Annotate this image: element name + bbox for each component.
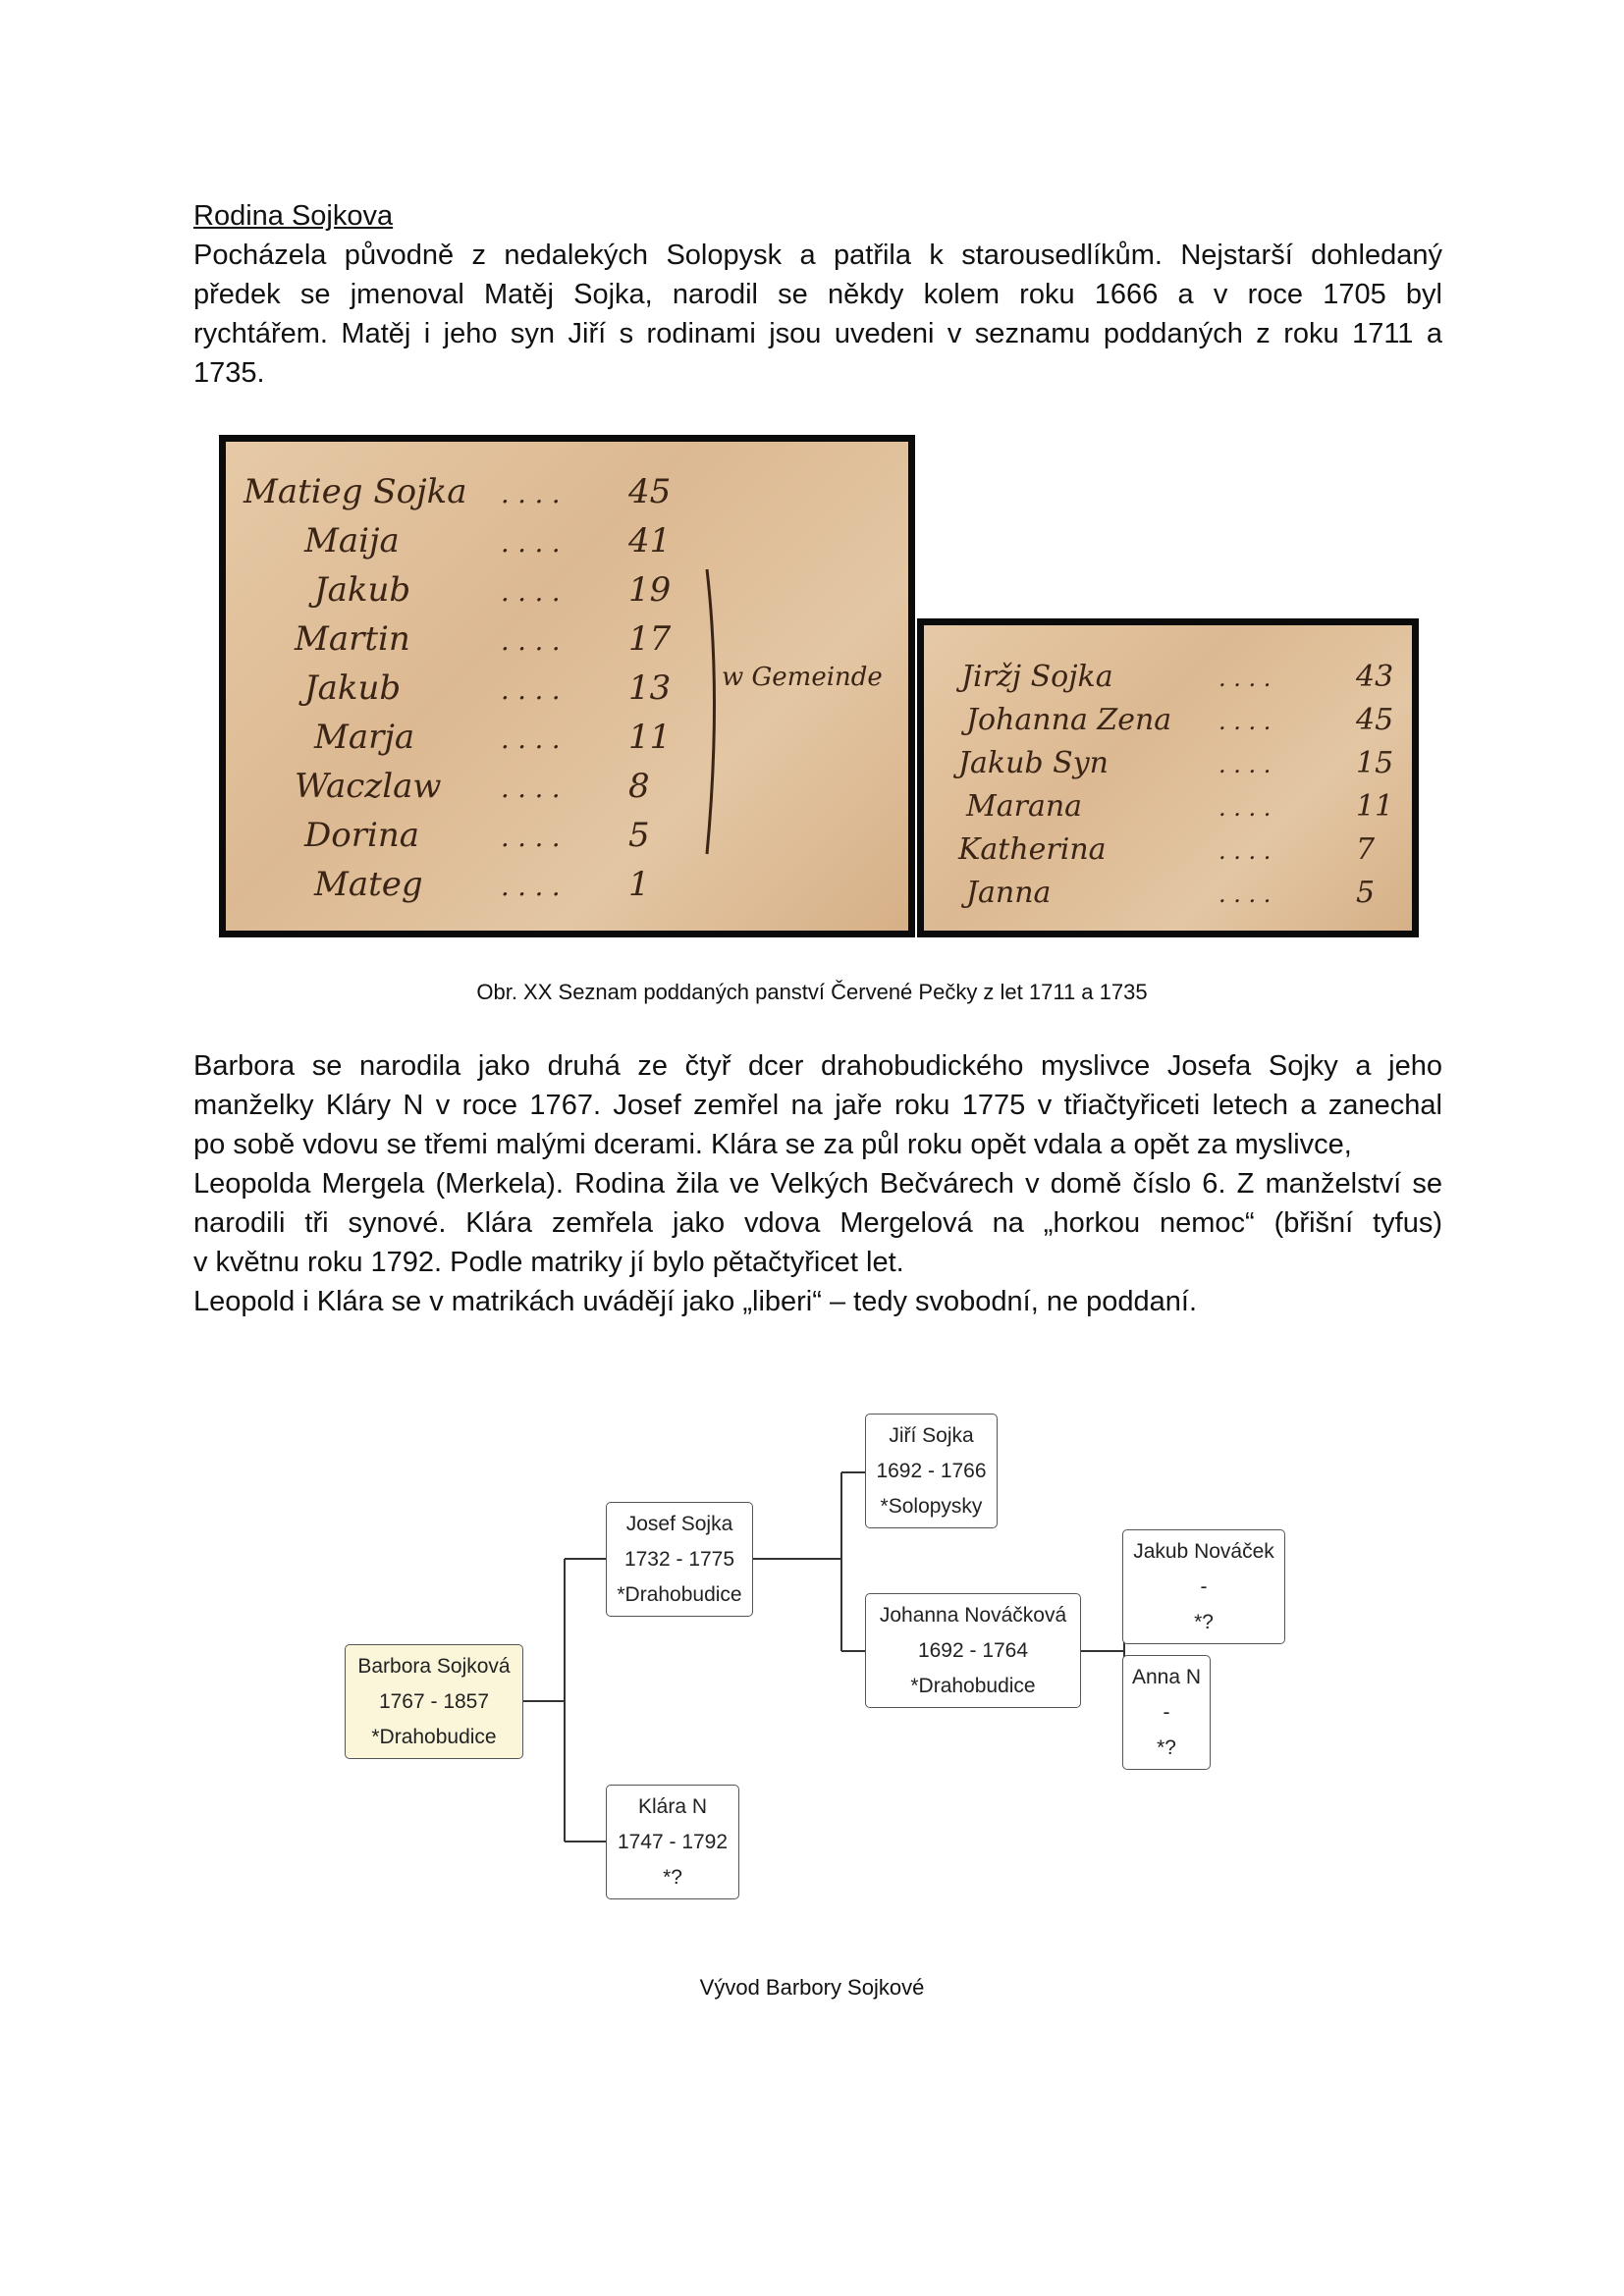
- register-name: Marja: [314, 718, 415, 757]
- register-name: Katherina: [958, 832, 1107, 867]
- register-name: Jakub: [304, 668, 402, 708]
- register-age: 1: [628, 865, 650, 904]
- register-leader-dots: . . . .: [1218, 794, 1272, 822]
- text-line: rychtářem. Matěj i jeho syn Jiří s rodinami jsou uvedeni v seznamu poddaných z roku 1711 a: [193, 318, 1442, 349]
- person-birthplace: *?: [1157, 1736, 1176, 1759]
- register-name: Maija: [304, 521, 400, 561]
- register-leader-dots: . . . .: [501, 528, 561, 559]
- register-name: Martin: [295, 619, 410, 659]
- text-line: předek se jmenoval Matěj Sojka, narodil se někdy kolem roku 1666 a v roce 1705 byl: [193, 279, 1442, 310]
- register-leader-dots: . . . .: [1218, 837, 1272, 865]
- register-leader-dots: . . . .: [501, 479, 561, 509]
- person-card-jiri[interactable]: [865, 1414, 998, 1528]
- person-name: Jiří Sojka: [889, 1424, 974, 1447]
- register-leader-dots: . . . .: [501, 774, 561, 804]
- person-birthplace: *?: [1194, 1611, 1214, 1633]
- text-line: 1735.: [193, 357, 265, 389]
- register-name: Jakub Syn: [958, 746, 1109, 780]
- text-line: narodili tři synové. Klára zemřela jako vdova Mergelová na „horkou nemoc“ (břišní tyfus): [193, 1207, 1442, 1239]
- register-age: 45: [1356, 703, 1394, 737]
- register-leader-dots: . . . .: [501, 872, 561, 902]
- register-name: Jiržj Sojka: [961, 660, 1113, 694]
- person-birthplace: *Drahobudice: [617, 1583, 742, 1606]
- register-age: 17: [628, 619, 672, 659]
- register-age: 11: [628, 718, 672, 757]
- text-line: Pocházela původně z nedalekých Solopysk a patřila k starousedlíkům. Nejstarší dohledaný: [193, 240, 1442, 271]
- person-card-jakub[interactable]: [1122, 1529, 1285, 1644]
- register-age: 5: [628, 816, 650, 855]
- person-name: Anna N: [1131, 1666, 1202, 1688]
- register-leader-dots: . . . .: [1218, 708, 1272, 735]
- register-name: Mateg: [314, 865, 423, 904]
- person-card-josef[interactable]: [606, 1502, 753, 1617]
- person-dates: -: [1163, 1701, 1170, 1724]
- register-age: 43: [1356, 660, 1394, 694]
- person-dates: -: [1200, 1575, 1208, 1598]
- person-birthplace: *Solopysky: [880, 1495, 983, 1518]
- register-age: 13: [628, 668, 672, 708]
- register-leader-dots: . . . .: [501, 675, 561, 706]
- register-name: Waczlaw: [295, 767, 442, 806]
- register-name: Marana: [966, 789, 1083, 824]
- register-name: Matieg Sojka: [244, 472, 467, 511]
- register-age: 19: [628, 570, 672, 610]
- person-name: Johanna Nováčková: [879, 1604, 1067, 1627]
- person-card-johanna[interactable]: [865, 1593, 1081, 1708]
- person-dates: 1747 - 1792: [617, 1831, 729, 1853]
- person-name: Josef Sojka: [625, 1513, 733, 1535]
- register-note: w Gemeinde: [722, 663, 883, 692]
- text-line: v květnu roku 1792. Podle matriky jí bylo pětačtyřicet let.: [193, 1247, 904, 1278]
- register-leader-dots: . . . .: [1218, 881, 1272, 908]
- register-age: 45: [628, 472, 672, 511]
- register-age: 11: [1356, 789, 1394, 824]
- person-dates: 1692 - 1764: [917, 1639, 1029, 1662]
- register-leader-dots: . . . .: [501, 626, 561, 657]
- person-birthplace: *Drahobudice: [371, 1726, 497, 1748]
- text-line: Barbora se narodila jako druhá ze čtyř dcer drahobudického myslivce Josefa Sojky a jeho: [193, 1050, 1442, 1082]
- person-birthplace: *?: [663, 1866, 682, 1889]
- register-leader-dots: . . . .: [1218, 751, 1272, 778]
- person-dates: 1732 - 1775: [623, 1548, 735, 1571]
- person-dates: 1692 - 1766: [876, 1460, 987, 1482]
- text-line: Leopolda Mergela (Merkela). Rodina žila ve Velkých Bečvárech v domě číslo 6. Z manželství se: [193, 1168, 1442, 1200]
- register-leader-dots: . . . .: [501, 724, 561, 755]
- register-age: 7: [1356, 832, 1376, 867]
- register-name: Jakub: [314, 570, 411, 610]
- person-name: Barbora Sojková: [357, 1655, 511, 1678]
- register-name: Janna: [966, 876, 1052, 910]
- text-line: manželky Kláry N v roce 1767. Josef zemřel na jaře roku 1775 v třiačtyřiceti letech a zanechal: [193, 1090, 1442, 1121]
- register-age: 8: [628, 767, 650, 806]
- register-name: Dorina: [304, 816, 420, 855]
- register-leader-dots: . . . .: [501, 823, 561, 853]
- person-name: Jakub Nováček: [1133, 1540, 1274, 1563]
- register-name: Johanna Zena: [966, 703, 1172, 737]
- page-heading: Rodina Sojkova: [193, 200, 394, 232]
- register-age: 41: [628, 521, 672, 561]
- pedigree-caption: Vývod Barbory Sojkové: [699, 1975, 925, 2000]
- person-name: Klára N: [637, 1795, 708, 1818]
- person-card-klara[interactable]: [606, 1785, 739, 1899]
- register-age: 5: [1356, 876, 1376, 910]
- text-line: po sobě vdovu se třemi malými dcerami. Klára se za půl roku opět vdala a opět za myslivce,: [193, 1129, 1352, 1160]
- person-card-barbora[interactable]: [345, 1644, 523, 1759]
- register-leader-dots: . . . .: [1218, 665, 1272, 692]
- register-age: 15: [1356, 746, 1394, 780]
- text-line: Leopold i Klára se v matrikách uvádějí jako „liberi“ – tedy svobodní, ne poddaní.: [193, 1286, 1198, 1317]
- person-card-anna[interactable]: [1122, 1655, 1211, 1770]
- person-dates: 1767 - 1857: [378, 1690, 490, 1713]
- person-birthplace: *Drahobudice: [910, 1675, 1036, 1697]
- figure-caption: Obr. XX Seznam poddaných panství Červené Pečky z let 1711 a 1735: [476, 980, 1148, 1004]
- register-leader-dots: . . . .: [501, 577, 561, 608]
